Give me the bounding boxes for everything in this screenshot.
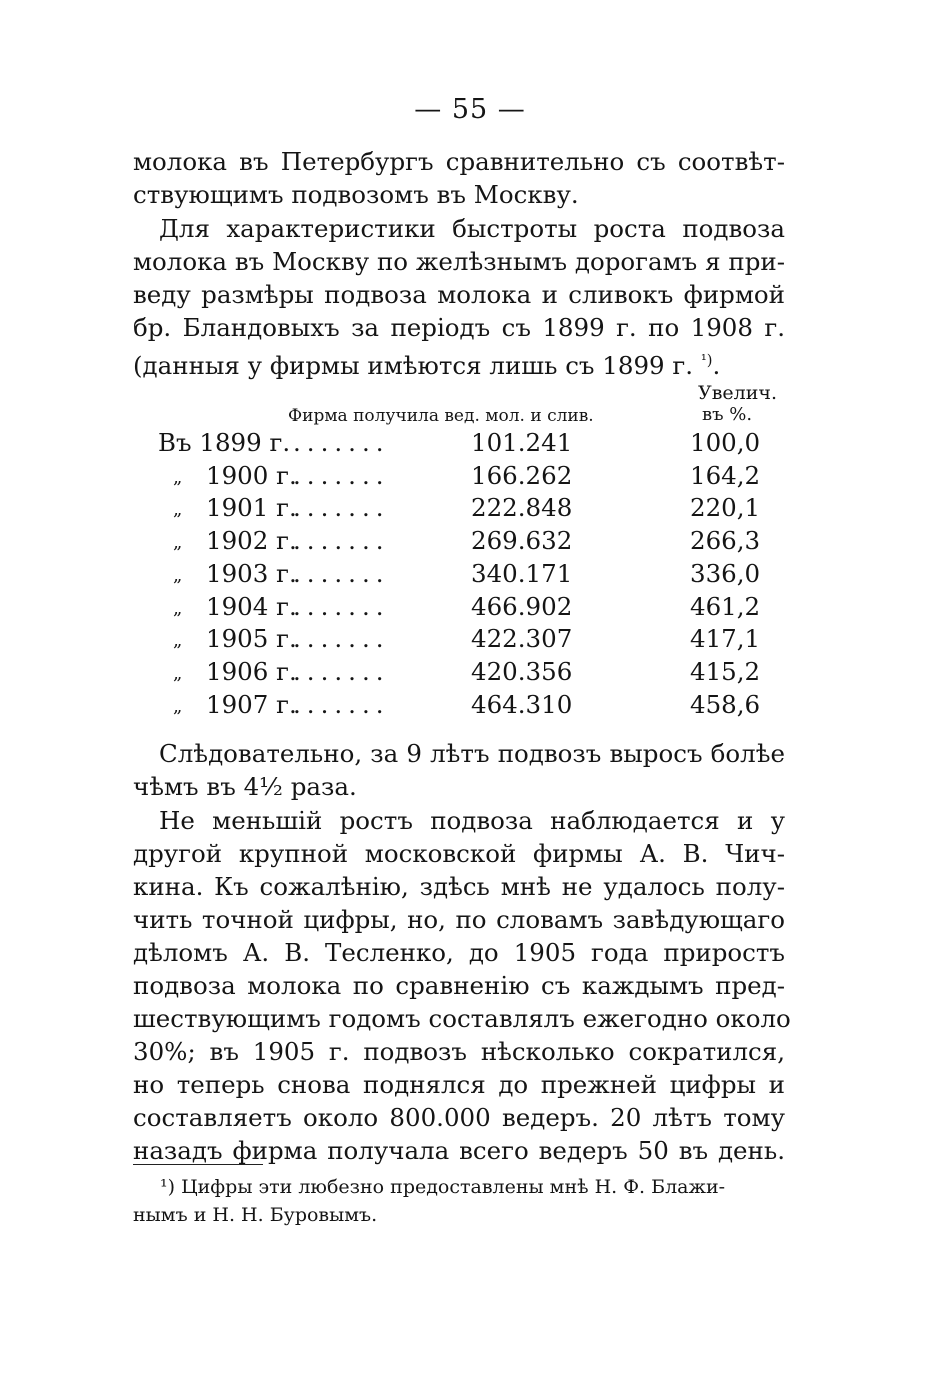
- text-line: молока въ Москву по желѣзнымъ дорогамъ я при-: [133, 247, 785, 276]
- text-line: но теперь снова поднялся до прежней цифры и: [133, 1070, 785, 1099]
- text-line: ствующимъ подвозомъ въ Москву.: [133, 180, 579, 209]
- footnote-marker: ¹): [700, 352, 713, 369]
- table-header-percent-text: въ %: [702, 404, 747, 425]
- ditto-mark: „: [173, 499, 183, 521]
- footnote-line: нымъ и Н. Н. Буровымъ.: [133, 1204, 378, 1226]
- text-line: шествующимъ годомъ составлялъ ежегодно около: [133, 1004, 791, 1033]
- page-number: — 55 —: [414, 94, 526, 125]
- text-line: молока въ Петербургъ сравнительно съ соотвѣт-: [133, 147, 785, 176]
- text-line: дѣломъ А. В. Тесленко, до 1905 года приростъ: [133, 938, 785, 967]
- table-value: 466.902: [471, 591, 573, 621]
- table-percent: 164,2: [690, 460, 761, 490]
- table-percent: 220,1: [690, 493, 761, 523]
- table-percent: 100,0: [690, 428, 761, 457]
- table-percent: 458,6: [690, 689, 761, 719]
- table-year: 1903 г.: [206, 558, 297, 588]
- table-row: [133, 461, 793, 494]
- leader-dots: .......: [293, 591, 390, 621]
- table-row: [133, 526, 793, 559]
- table-header-percent: въ %.: [702, 404, 753, 425]
- table-year: Въ 1899 г.: [158, 428, 291, 457]
- table-percent: 336,0: [690, 558, 761, 588]
- leader-dots: .......: [293, 558, 390, 588]
- leader-dots: .......: [293, 428, 390, 457]
- leader-dots: .......: [293, 689, 390, 719]
- table-percent: 266,3: [690, 526, 761, 556]
- table-year: 1901 г.: [206, 493, 297, 523]
- table-percent: 415,2: [690, 656, 761, 686]
- table-value: 222.848: [471, 493, 573, 523]
- table-year: 1905 г.: [206, 624, 297, 654]
- table-year: 1904 г.: [206, 591, 297, 621]
- text-line: Для характеристики быстроты роста подвоза: [159, 214, 785, 243]
- text-line: подвоза молока по сравненію съ каждымъ пред-: [133, 971, 785, 1000]
- text-line: 30%; въ 1905 г. подвозъ нѣсколько сократился,: [133, 1037, 785, 1066]
- ditto-mark: „: [173, 466, 183, 488]
- text-line: (данныя у фирмы имѣются лишь съ 1899 г. $^{^1)}$.: [133, 351, 721, 381]
- table-value: 422.307: [471, 624, 573, 654]
- table-value: 464.310: [471, 689, 573, 719]
- text-line: веду размѣры подвоза молока и сливокъ фирмой: [133, 280, 785, 309]
- text-line: чѣмъ въ 4½ раза.: [133, 772, 357, 801]
- text-line: другой крупной московской фирмы А. В. Чич-: [133, 839, 785, 868]
- leader-dots: .......: [293, 656, 390, 686]
- text-line-body: (данныя у фирмы имѣются лишь съ 1899 г.: [133, 351, 694, 381]
- ditto-mark: „: [173, 564, 183, 586]
- text-line: назадъ фирма получала всего ведеръ 50 въ день.: [133, 1136, 785, 1165]
- table-row: [133, 493, 793, 526]
- table-percent: 417,1: [690, 624, 761, 654]
- table-value: 340.171: [471, 558, 573, 588]
- table-value: 269.632: [471, 526, 573, 556]
- leader-dots: .......: [293, 526, 390, 556]
- table-row: [133, 624, 793, 657]
- table-row: [133, 559, 793, 592]
- ditto-mark: „: [173, 695, 183, 717]
- table-value: 101.241: [471, 428, 573, 457]
- text-line: кина. Къ сожалѣнію, здѣсь мнѣ не удалось полу-: [133, 872, 785, 901]
- ditto-mark: „: [173, 630, 183, 652]
- table-percent: 461,2: [690, 591, 761, 621]
- text-line: Слѣдовательно, за 9 лѣтъ подвозъ выросъ болѣе: [159, 739, 785, 768]
- leader-dots: .......: [293, 624, 390, 654]
- text-line: чить точной цифры, но, по словамъ завѣдующаго: [133, 905, 785, 934]
- table-row: [133, 657, 793, 690]
- table-year: 1906 г.: [206, 656, 297, 686]
- footnote-rule: [133, 1164, 263, 1165]
- ditto-mark: „: [173, 532, 183, 554]
- table-year: 1902 г.: [206, 526, 297, 556]
- table-row: [133, 690, 793, 723]
- table-row: [133, 592, 793, 625]
- table-value: 420.356: [471, 656, 573, 686]
- leader-dots: .......: [293, 460, 390, 490]
- table-year: 1900 г.: [206, 460, 297, 490]
- footnote-line: ¹) Цифры эти любезно предоставлены мнѣ Н. Ф. Блажи-: [160, 1176, 726, 1198]
- table-row: [133, 428, 793, 461]
- text-line: бр. Бландовыхъ за періодъ съ 1899 г. по 1908 г.: [133, 313, 785, 342]
- ditto-mark: „: [173, 662, 183, 684]
- text-line: Не меньшій ростъ подвоза наблюдается и у: [159, 806, 785, 835]
- table-year: 1907 г.: [206, 689, 297, 719]
- ditto-mark: „: [173, 597, 183, 619]
- leader-dots: .......: [293, 493, 390, 523]
- table-value: 166.262: [471, 460, 573, 490]
- table-header-increase: Увелич.: [698, 382, 778, 404]
- table-header-received: Фирма получила вед. мол. и слив.: [288, 406, 594, 426]
- text-line: составляетъ около 800.000 ведеръ. 20 лѣтъ тому: [133, 1103, 785, 1132]
